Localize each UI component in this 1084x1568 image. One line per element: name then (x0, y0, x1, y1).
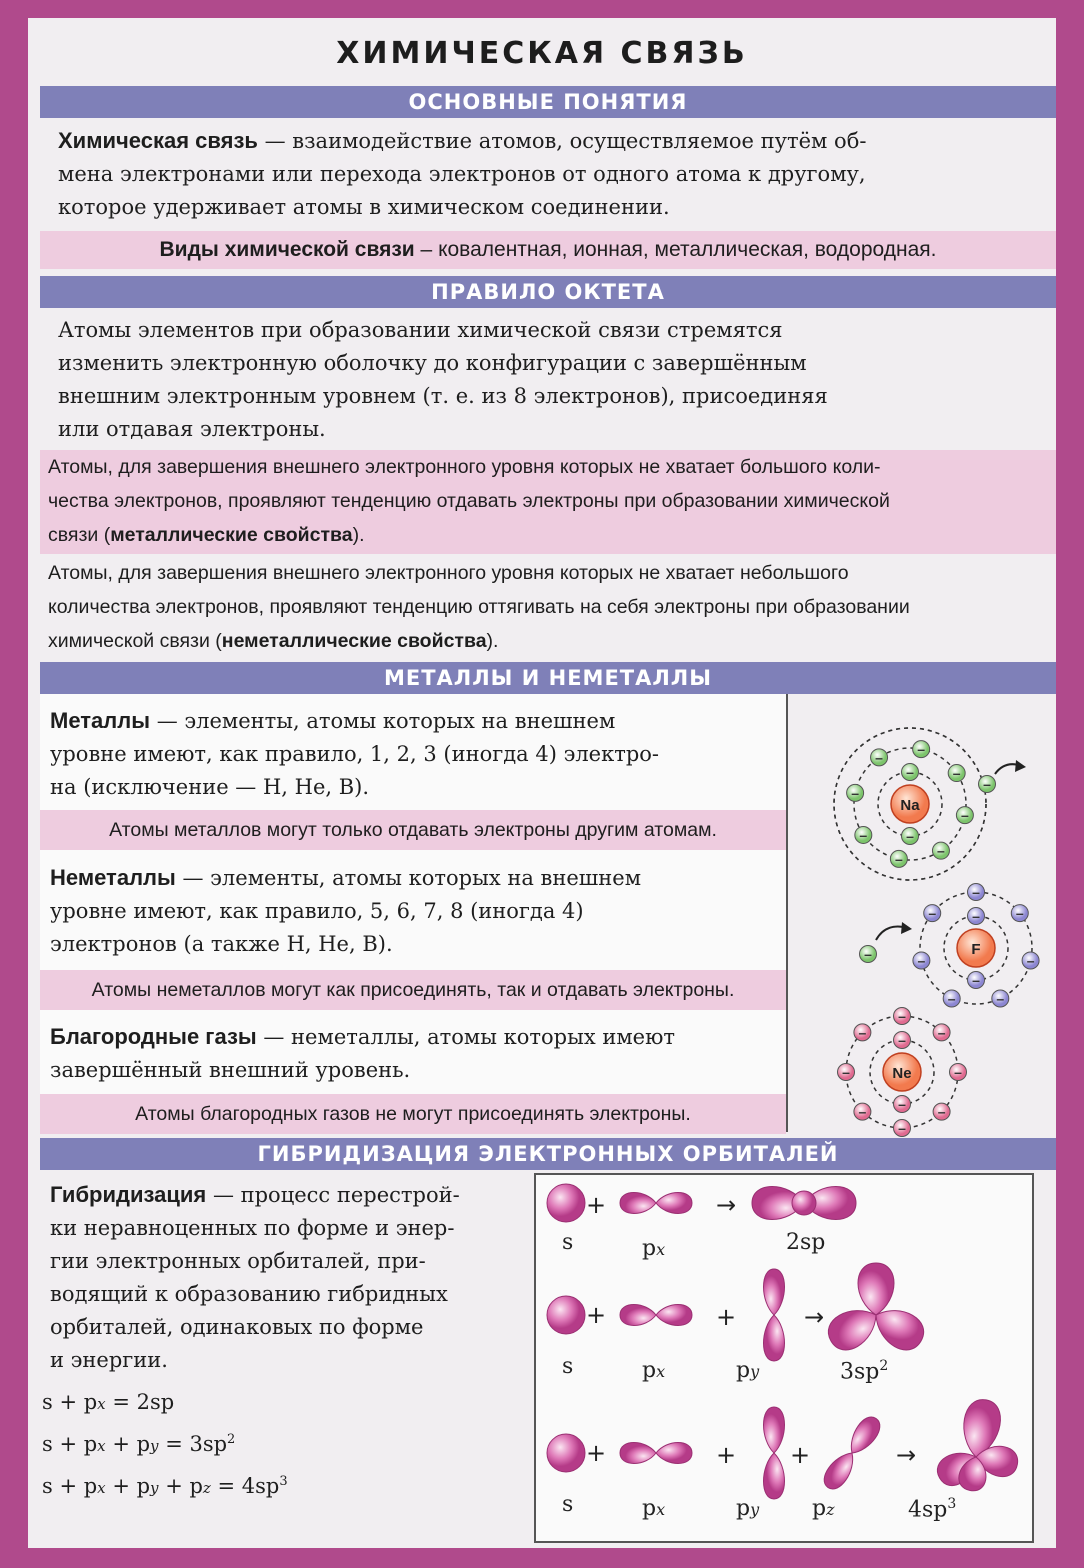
operator: → (803, 1303, 825, 1331)
label-py-row3: py (736, 1496, 760, 1521)
basics-line2: мена электронами или перехода электронов от одного атома к другому, (58, 162, 866, 186)
nonmetals-l1: — элементы, атомы которых на внешнем (175, 866, 642, 890)
basics-line3: которое удерживает атомы в химическом соединении. (58, 195, 670, 219)
py-orbital-lobe (764, 1407, 785, 1453)
s-orbital (547, 1296, 585, 1334)
nonmetals-l2: уровне имеют, как правило, 5, 6, 7, 8 (иногда 4) (50, 899, 584, 923)
metals-l3: на (исключение — H, He, B). (50, 775, 370, 799)
px-orbital (656, 1443, 692, 1464)
sp2-lobe (858, 1263, 894, 1315)
hybrid-l1: — процесс перестрой- (206, 1183, 460, 1207)
s-orbital (547, 1434, 585, 1472)
px-orbital-lobe (620, 1443, 656, 1464)
electron-sign: – (937, 842, 945, 859)
electron-sign: – (917, 741, 926, 758)
hybrid-term: Гибридизация (50, 1182, 207, 1207)
electron-sign: – (898, 1008, 906, 1024)
electron-sign: – (947, 990, 956, 1007)
hybrid-l4: водящий к образованию гибридных (50, 1282, 448, 1306)
noble-l1: — неметаллы, атомы которых имеют (256, 1025, 675, 1049)
electron-sign: – (996, 990, 1005, 1007)
nonmetals-l3: электронов (а также H, He, B). (50, 932, 393, 956)
section-header-hybrid: ГИБРИДИЗАЦИЯ ЭЛЕКТРОННЫХ ОРБИТАЛЕЙ (40, 1138, 1056, 1170)
px-orbital (656, 1193, 692, 1214)
equation-sp3 (42, 1474, 288, 1498)
metals-l2: уровне имеют, как правило, 1, 2, 3 (иногда 4) электро- (50, 742, 660, 766)
eq1-b: = 2sp (105, 1390, 175, 1414)
electron-sign: – (894, 850, 903, 867)
px-orbital-lobe (656, 1305, 692, 1326)
operator: → (895, 1441, 917, 1469)
label-px-row1: px (642, 1236, 666, 1261)
label-px-row3: px (642, 1496, 666, 1521)
electron-sign: – (864, 946, 872, 962)
nucleus-label: F (971, 941, 981, 958)
eq2-sub-y: y (150, 1437, 159, 1455)
eq2-b: + p (105, 1432, 151, 1456)
basics-definition (58, 124, 1048, 224)
section-header-metals: МЕТАЛЛЫ И НЕМЕТАЛЛЫ (40, 662, 1056, 694)
octet-line3: внешним электронным уровнем (т. е. из 8 электронов), присоединяя (58, 384, 828, 408)
px-orbital-lobe (620, 1193, 656, 1214)
electron-sign: – (875, 749, 883, 766)
electron-sign: – (972, 884, 980, 900)
py-orbital (764, 1453, 785, 1499)
electron-sign: – (937, 1024, 946, 1041)
arrow-head (901, 922, 912, 934)
noble-note: Атомы благородных газов не могут присоединять электроны. (40, 1094, 786, 1134)
label-px-row2: px (642, 1358, 666, 1383)
types-term: Виды химической связи (159, 238, 415, 261)
eq3-sub-x: x (97, 1479, 106, 1497)
electron-sign: – (898, 1096, 906, 1112)
electron-sign: – (842, 1064, 850, 1080)
electron-sign: – (858, 1024, 867, 1041)
operator: + (789, 1441, 811, 1469)
octet-p2-c: ). (486, 630, 499, 652)
atom-diagrams (790, 696, 1056, 1148)
electron-sign: – (898, 1032, 906, 1048)
operator: + (585, 1301, 607, 1329)
hybrid-definition (50, 1178, 540, 1377)
section-header-basics: ОСНОВНЫЕ ПОНЯТИЯ (40, 86, 1056, 118)
py-orbital (764, 1407, 785, 1453)
metals-note: Атомы металлов могут только отдавать электроны другим атомам. (40, 810, 786, 850)
octet-p1-c: ). (352, 524, 365, 546)
noble-term: Благородные газы (50, 1024, 257, 1049)
electron-sign: – (952, 765, 961, 782)
px-orbital (656, 1305, 692, 1326)
hybrid-l5: орбиталей, одинаковых по форме (50, 1315, 424, 1339)
octet-metal-para (40, 450, 1056, 554)
nonmetals-note: Атомы неметаллов могут как присоединять, так и отдавать электроны. (40, 970, 786, 1010)
eq1-a: s + p (42, 1390, 98, 1414)
eq3-sub-y: y (150, 1479, 159, 1497)
py-orbital-lobe (764, 1453, 785, 1499)
eq3-a: s + p (42, 1474, 98, 1498)
electron-sign: – (858, 1103, 867, 1120)
hybrid-l6: и энергии. (50, 1348, 168, 1372)
px-orbital (620, 1443, 656, 1464)
orbital-diagrams (536, 1175, 1030, 1539)
nucleus-label: Ne (892, 1065, 912, 1082)
label-py-row2: py (736, 1358, 760, 1383)
noble-l2: завершённый внешний уровень. (50, 1058, 411, 1082)
noble-definition (50, 1020, 790, 1087)
section-header-octet: ПРАВИЛО ОКТЕТА (40, 276, 1056, 308)
octet-p1-a: связи ( (48, 524, 111, 546)
eq2-sup: 2 (227, 1432, 236, 1447)
label-s-row3: s (562, 1492, 574, 1517)
electron-sign: – (928, 905, 937, 922)
eq3-sup: 3 (279, 1474, 288, 1489)
electron-sign: – (851, 784, 860, 801)
nonmetals-definition (50, 861, 790, 961)
operator: + (585, 1191, 607, 1219)
electron-sign: – (954, 1064, 962, 1080)
octet-p2-a: химической связи ( (48, 630, 222, 652)
py-orbital (764, 1269, 785, 1315)
electron-sign: – (1026, 952, 1035, 969)
operator: + (715, 1441, 737, 1469)
label-s-row1: s (562, 1230, 574, 1255)
eq2-c: = 3sp (158, 1432, 228, 1456)
pz-orbital (819, 1447, 860, 1493)
electron-sign: – (972, 972, 980, 988)
electron-sign: – (898, 1120, 906, 1136)
basics-line1: — взаимодействие атомов, осуществляемое путём об- (257, 129, 867, 153)
octet-p1-line2: чества электронов, проявляют тенденцию отдавать электроны при образовании химической (48, 490, 890, 512)
basics-term: Химическая связь (58, 128, 258, 153)
py-orbital-lobe (764, 1269, 785, 1315)
octet-line1: Атомы элементов при образовании химической связи стремятся (58, 318, 783, 342)
py-orbital (764, 1315, 785, 1361)
electron-sign: – (960, 807, 969, 824)
eq1-sub-x: x (97, 1395, 106, 1413)
sp2-lobe-lobe (858, 1263, 894, 1315)
basics-types (40, 231, 1056, 269)
metals-definition (50, 704, 790, 804)
electron-sign: – (983, 776, 991, 792)
eq3-b: + p (105, 1474, 151, 1498)
operator: + (585, 1439, 607, 1467)
py-orbital-lobe (764, 1315, 785, 1361)
pz-orbital-lobe (819, 1447, 860, 1493)
nonmetals-term: Неметаллы (50, 865, 176, 890)
poster-sheet (28, 18, 1056, 1548)
octet-line4: или отдавая электроны. (58, 417, 326, 441)
s-orbital (547, 1184, 585, 1222)
sp-center (792, 1191, 816, 1215)
electron-sign: – (859, 826, 868, 843)
octet-p2-line1: Атомы, для завершения внешнего электронного уровня которых не хватает небольшого (48, 562, 849, 584)
poster-title: ХИМИЧЕСКАЯ СВЯЗЬ (336, 36, 748, 71)
operator: + (715, 1303, 737, 1331)
eq3-d: = 4sp (210, 1474, 280, 1498)
eq2-a: s + p (42, 1432, 98, 1456)
equation-sp2 (42, 1432, 235, 1456)
hybrid-l2: ки неравноценных по форме и энер- (50, 1216, 455, 1240)
electron-sign: – (917, 952, 926, 969)
octet-rule (58, 314, 1048, 446)
electron-sign: – (1015, 905, 1024, 922)
label-3sp2: $3sp^2$ (840, 1358, 889, 1385)
equation-sp (42, 1390, 174, 1414)
px-orbital-lobe (656, 1193, 692, 1214)
metals-l1: — элементы, атомы которых на внешнем (150, 709, 616, 733)
atom-f-diagram (860, 884, 1040, 1007)
px-orbital-lobe (656, 1443, 692, 1464)
electron-sign: – (906, 764, 914, 780)
nucleus-label: Na (900, 797, 920, 814)
label-4sp3: $4sp^3$ (908, 1496, 957, 1523)
px-orbital (620, 1193, 656, 1214)
px-orbital (620, 1305, 656, 1326)
electron-sign: – (972, 908, 980, 924)
pz-orbital-lobe (843, 1413, 884, 1459)
electron-sign: – (906, 828, 914, 844)
octet-p2-line2: количества электронов, проявляют тенденцию оттягивать на себя электроны при образовании (48, 596, 910, 618)
octet-p1-line1: Атомы, для завершения внешнего электронного уровня которых не хватает большого коли- (48, 456, 881, 478)
eq2-sub-x: x (97, 1437, 106, 1455)
atom-ne-diagram (838, 1008, 967, 1137)
metals-term: Металлы (50, 708, 151, 733)
operator: → (715, 1191, 737, 1219)
eq3-sub-z: z (202, 1479, 211, 1497)
label-2sp: 2sp (786, 1230, 826, 1255)
octet-nonmetal-para (40, 556, 1056, 660)
electron-sign: – (937, 1103, 946, 1120)
orbital-shapes (547, 1184, 1020, 1499)
arrow-head (1015, 760, 1026, 772)
px-orbital-lobe (620, 1305, 656, 1326)
atom-na-diagram (834, 728, 1026, 880)
eq3-c: + p (158, 1474, 203, 1498)
metal-properties: металлические свойства (110, 524, 353, 546)
label-pz-row3: pz (812, 1496, 835, 1521)
octet-line2: изменить электронную оболочку до конфигурации с завершённым (58, 351, 807, 375)
label-s-row2: s (562, 1354, 574, 1379)
pz-orbital (843, 1413, 884, 1459)
hybrid-l3: гии электронных орбиталей, при- (50, 1249, 426, 1273)
nonmetal-properties: неметаллические свойства (221, 630, 487, 652)
types-text: – ковалентная, ионная, металлическая, водородная. (414, 238, 937, 261)
